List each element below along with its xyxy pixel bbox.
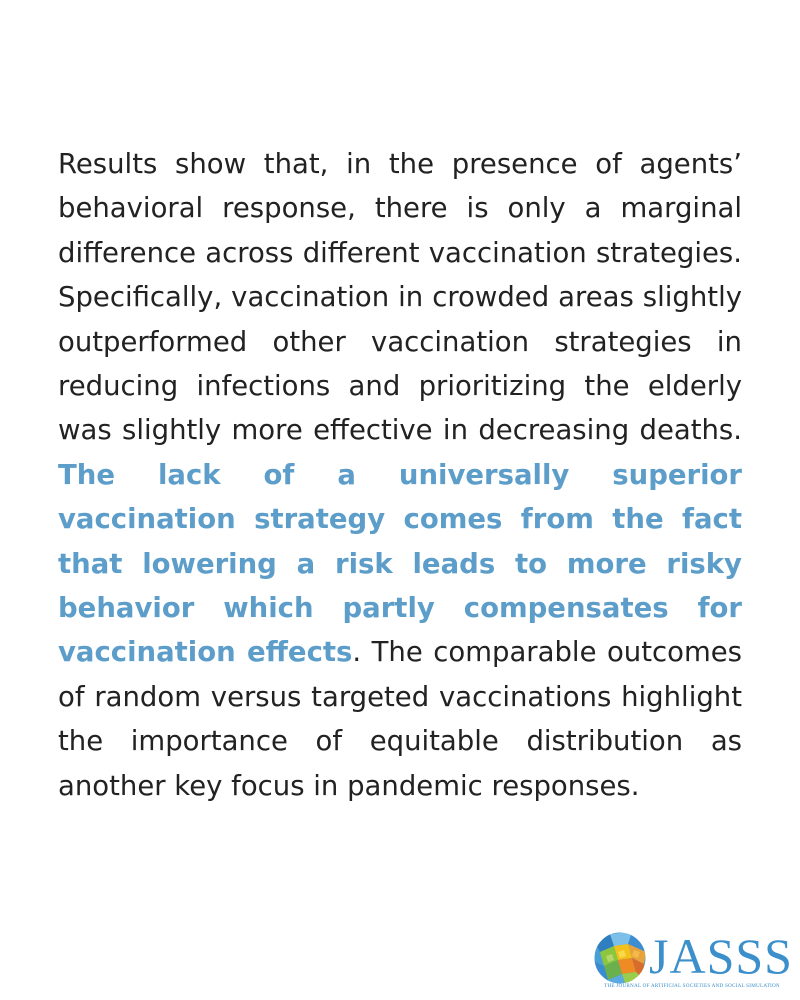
summary-intro: Results show that, in the presence of agents’ behavioral response, there is only a marginal difference across different vaccination strategies. Specifically, vaccination in crowded areas slightly outperformed other vaccination strategies in reducing infections and prioritizing the elderly was slightly more effective in decreasing deaths. [58,148,742,447]
logo-wordmark: JASSS [649,928,793,984]
globe-mosaic-icon [592,930,648,986]
summary-conclusion: . The comparable outcomes of random versus targeted vaccinations highlight the importance of equitable distribution as another key focus in pandemic responses. [58,636,742,802]
logo-subtitle: THE JOURNAL OF ARTIFICIAL SOCIETIES AND SOCIAL SIMULATION [604,983,780,989]
summary-highlight: The lack of a universally superior vaccination strategy comes from the fact that lowering a risk leads to more risky behavior which partly compensates for vaccination effects [58,458,742,669]
summary-paragraph [58,142,742,808]
jasss-logo [592,928,792,994]
